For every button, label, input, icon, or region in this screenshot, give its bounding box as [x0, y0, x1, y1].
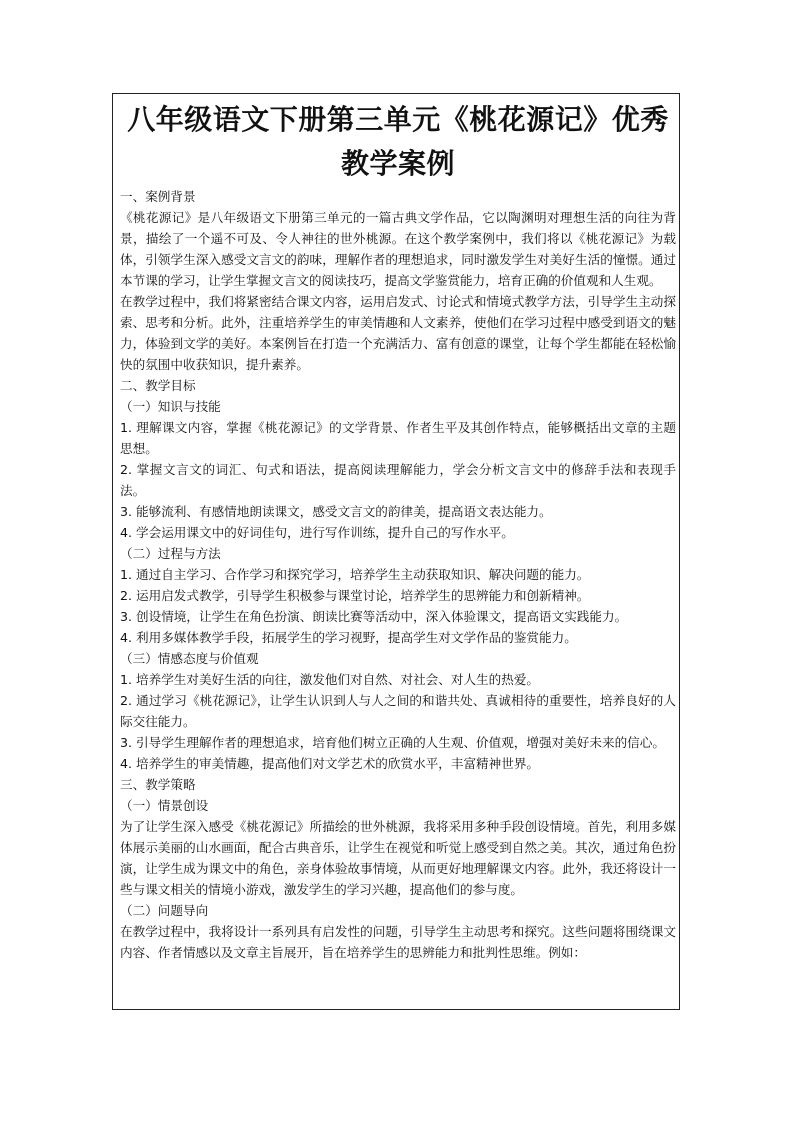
list-item: 4. 培养学生的审美情趣，提高他们对文学艺术的欣赏水平，丰富精神世界。 — [120, 756, 540, 771]
document-body — [120, 186, 676, 963]
list-item: 2. 掌握文言文的词汇、句式和语法，提高阅读理解能力，学会分析文言文中的修辞手法和表现手法。 — [120, 462, 676, 498]
subsection-heading: （一）知识与技能 — [120, 399, 221, 414]
paragraph: 为了让学生深入感受《桃花源记》所描绘的世外桃源，我将采用多种手段创设情境。首先，利用多媒体展示美丽的山水画面，配合古典音乐，让学生在视觉和听觉上感受到自然之美。其次，通过角色扮演，让学生成为课文中的角色，亲身体验故事情境，从而更好地理解课文内容。此外，我还将设计一些与课文相关的情境小游戏，激发学生的学习兴趣，提高他们的参与度。 — [120, 819, 676, 897]
subsection-heading: （二）问题导向 — [120, 903, 209, 918]
section-heading: 一、案例背景 — [120, 189, 196, 204]
subsection-heading: （三）情感态度与价值观 — [120, 651, 259, 666]
subsection-heading: （一）情景创设 — [120, 798, 209, 813]
paragraph: 在教学过程中，我们将紧密结合课文内容，运用启发式、讨论式和情境式教学方法，引导学生主动探索、思考和分析。此外，注重培养学生的审美情趣和人文素养，使他们在学习过程中感受到语文的魅力，体验到文学的美好。本案例旨在打造一个充满活力、富有创意的课堂，让每个学生都能在轻松愉快的氛围中收获知识，提升素养。 — [120, 294, 676, 372]
list-item: 4. 学会运用课文中的好词佳句，进行写作训练，提升自己的写作水平。 — [120, 525, 514, 540]
section-heading: 三、教学策略 — [120, 777, 196, 792]
paragraph: 《桃花源记》是八年级语文下册第三单元的一篇古典文学作品，它以陶渊明对理想生活的向往为背景，描绘了一个遥不可及、令人神往的世外桃源。在这个教学案例中，我们将以《桃花源记》为载体，引领学生深入感受文言文的韵味，理解作者的理想追求，同时激发学生对美好生活的憧憬。通过本节课的学习，让学生掌握文言文的阅读技巧，提高文学鉴赏能力，培育正确的价值观和人生观。 — [120, 210, 676, 288]
list-item: 1. 理解课文内容，掌握《桃花源记》的文学背景、作者生平及其创作特点，能够概括出文章的主题思想。 — [120, 420, 676, 456]
subsection-heading: （二）过程与方法 — [120, 546, 221, 561]
list-item: 1. 通过自主学习、合作学习和探究学习，培养学生主动获取知识、解决问题的能力。 — [120, 567, 590, 582]
list-item: 3. 创设情境，让学生在角色扮演、朗读比赛等活动中，深入体验课文，提高语文实践能力。 — [120, 609, 628, 624]
section-heading: 二、教学目标 — [120, 378, 196, 393]
list-item: 2. 通过学习《桃花源记》，让学生认识到人与人之间的和谐共处、真诚相待的重要性，培养良好的人际交往能力。 — [120, 693, 676, 729]
list-item: 2. 运用启发式教学，引导学生积极参与课堂讨论，培养学生的思辨能力和创新精神。 — [120, 588, 590, 603]
document-content — [120, 98, 676, 963]
list-item: 1. 培养学生对美好生活的向往，激发他们对自然、对社会、对人生的热爱。 — [120, 672, 540, 687]
list-item: 3. 能够流利、有感情地朗读课文，感受文言文的韵律美，提高语文表达能力。 — [120, 504, 552, 519]
list-item: 4. 利用多媒体教学手段，拓展学生的学习视野，提高学生对文学作品的鉴赏能力。 — [120, 630, 577, 645]
document-title: 八年级语文下册第三单元《桃花源记》优秀教学案例 — [127, 103, 669, 180]
paragraph: 在教学过程中，我将设计一系列具有启发性的问题，引导学生主动思考和探究。这些问题将围绕课文内容、作者情感以及文章主旨展开，旨在培养学生的思辨能力和批判性思维。例如： — [120, 924, 676, 960]
list-item: 3. 引导学生理解作者的理想追求，培育他们树立正确的人生观、价值观，增强对美好未来的信心。 — [120, 735, 665, 750]
